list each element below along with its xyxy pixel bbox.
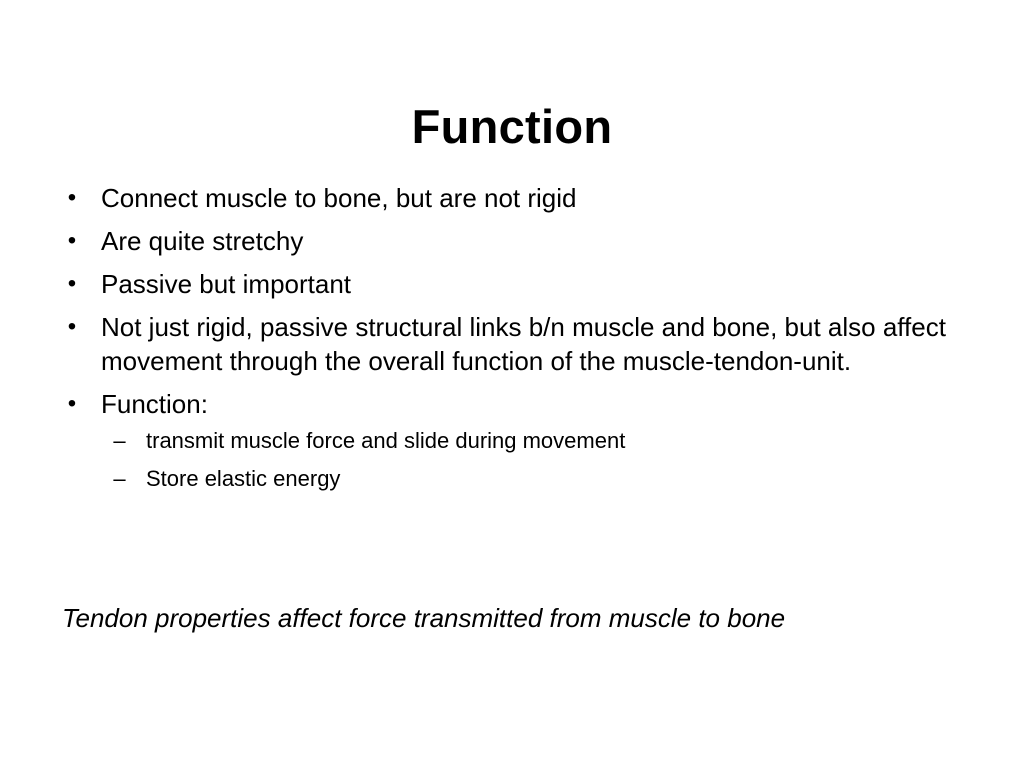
sub-bullet-list	[107, 426, 1002, 494]
bullet-marker: •	[67, 270, 77, 297]
bullet-item	[62, 181, 1002, 215]
bullet-marker: •	[67, 184, 77, 211]
bullet-text: Function:	[101, 389, 208, 419]
bullet-item	[62, 267, 1002, 301]
bullet-text: Connect muscle to bone, but are not rigid	[101, 183, 577, 213]
bullet-text: Are quite stretchy	[101, 226, 304, 256]
bullet-marker: •	[67, 227, 77, 254]
slide-title: Function	[411, 100, 613, 154]
sub-bullet-marker: –	[113, 428, 126, 453]
bullet-marker: •	[67, 390, 77, 417]
bullet-item	[62, 224, 1002, 258]
sub-bullet-item	[107, 426, 1002, 456]
sub-bullet-item	[107, 464, 1002, 494]
conclusion-text: Tendon properties affect force transmitted from muscle to bone	[62, 603, 786, 633]
sub-bullet-text: Store elastic energy	[146, 466, 341, 491]
bullet-list	[62, 181, 1002, 503]
bullet-item	[62, 310, 1002, 378]
bullet-text: Not just rigid, passive structural links b/n muscle and bone, but also affect movement through the overall function of the muscle-tendon-unit.	[101, 312, 946, 376]
sub-bullet-marker: –	[113, 466, 126, 491]
bullet-item	[62, 387, 1002, 494]
bullet-text: Passive but important	[101, 269, 352, 299]
bullet-marker: •	[67, 313, 77, 340]
sub-bullet-text: transmit muscle force and slide during movement	[146, 428, 626, 453]
